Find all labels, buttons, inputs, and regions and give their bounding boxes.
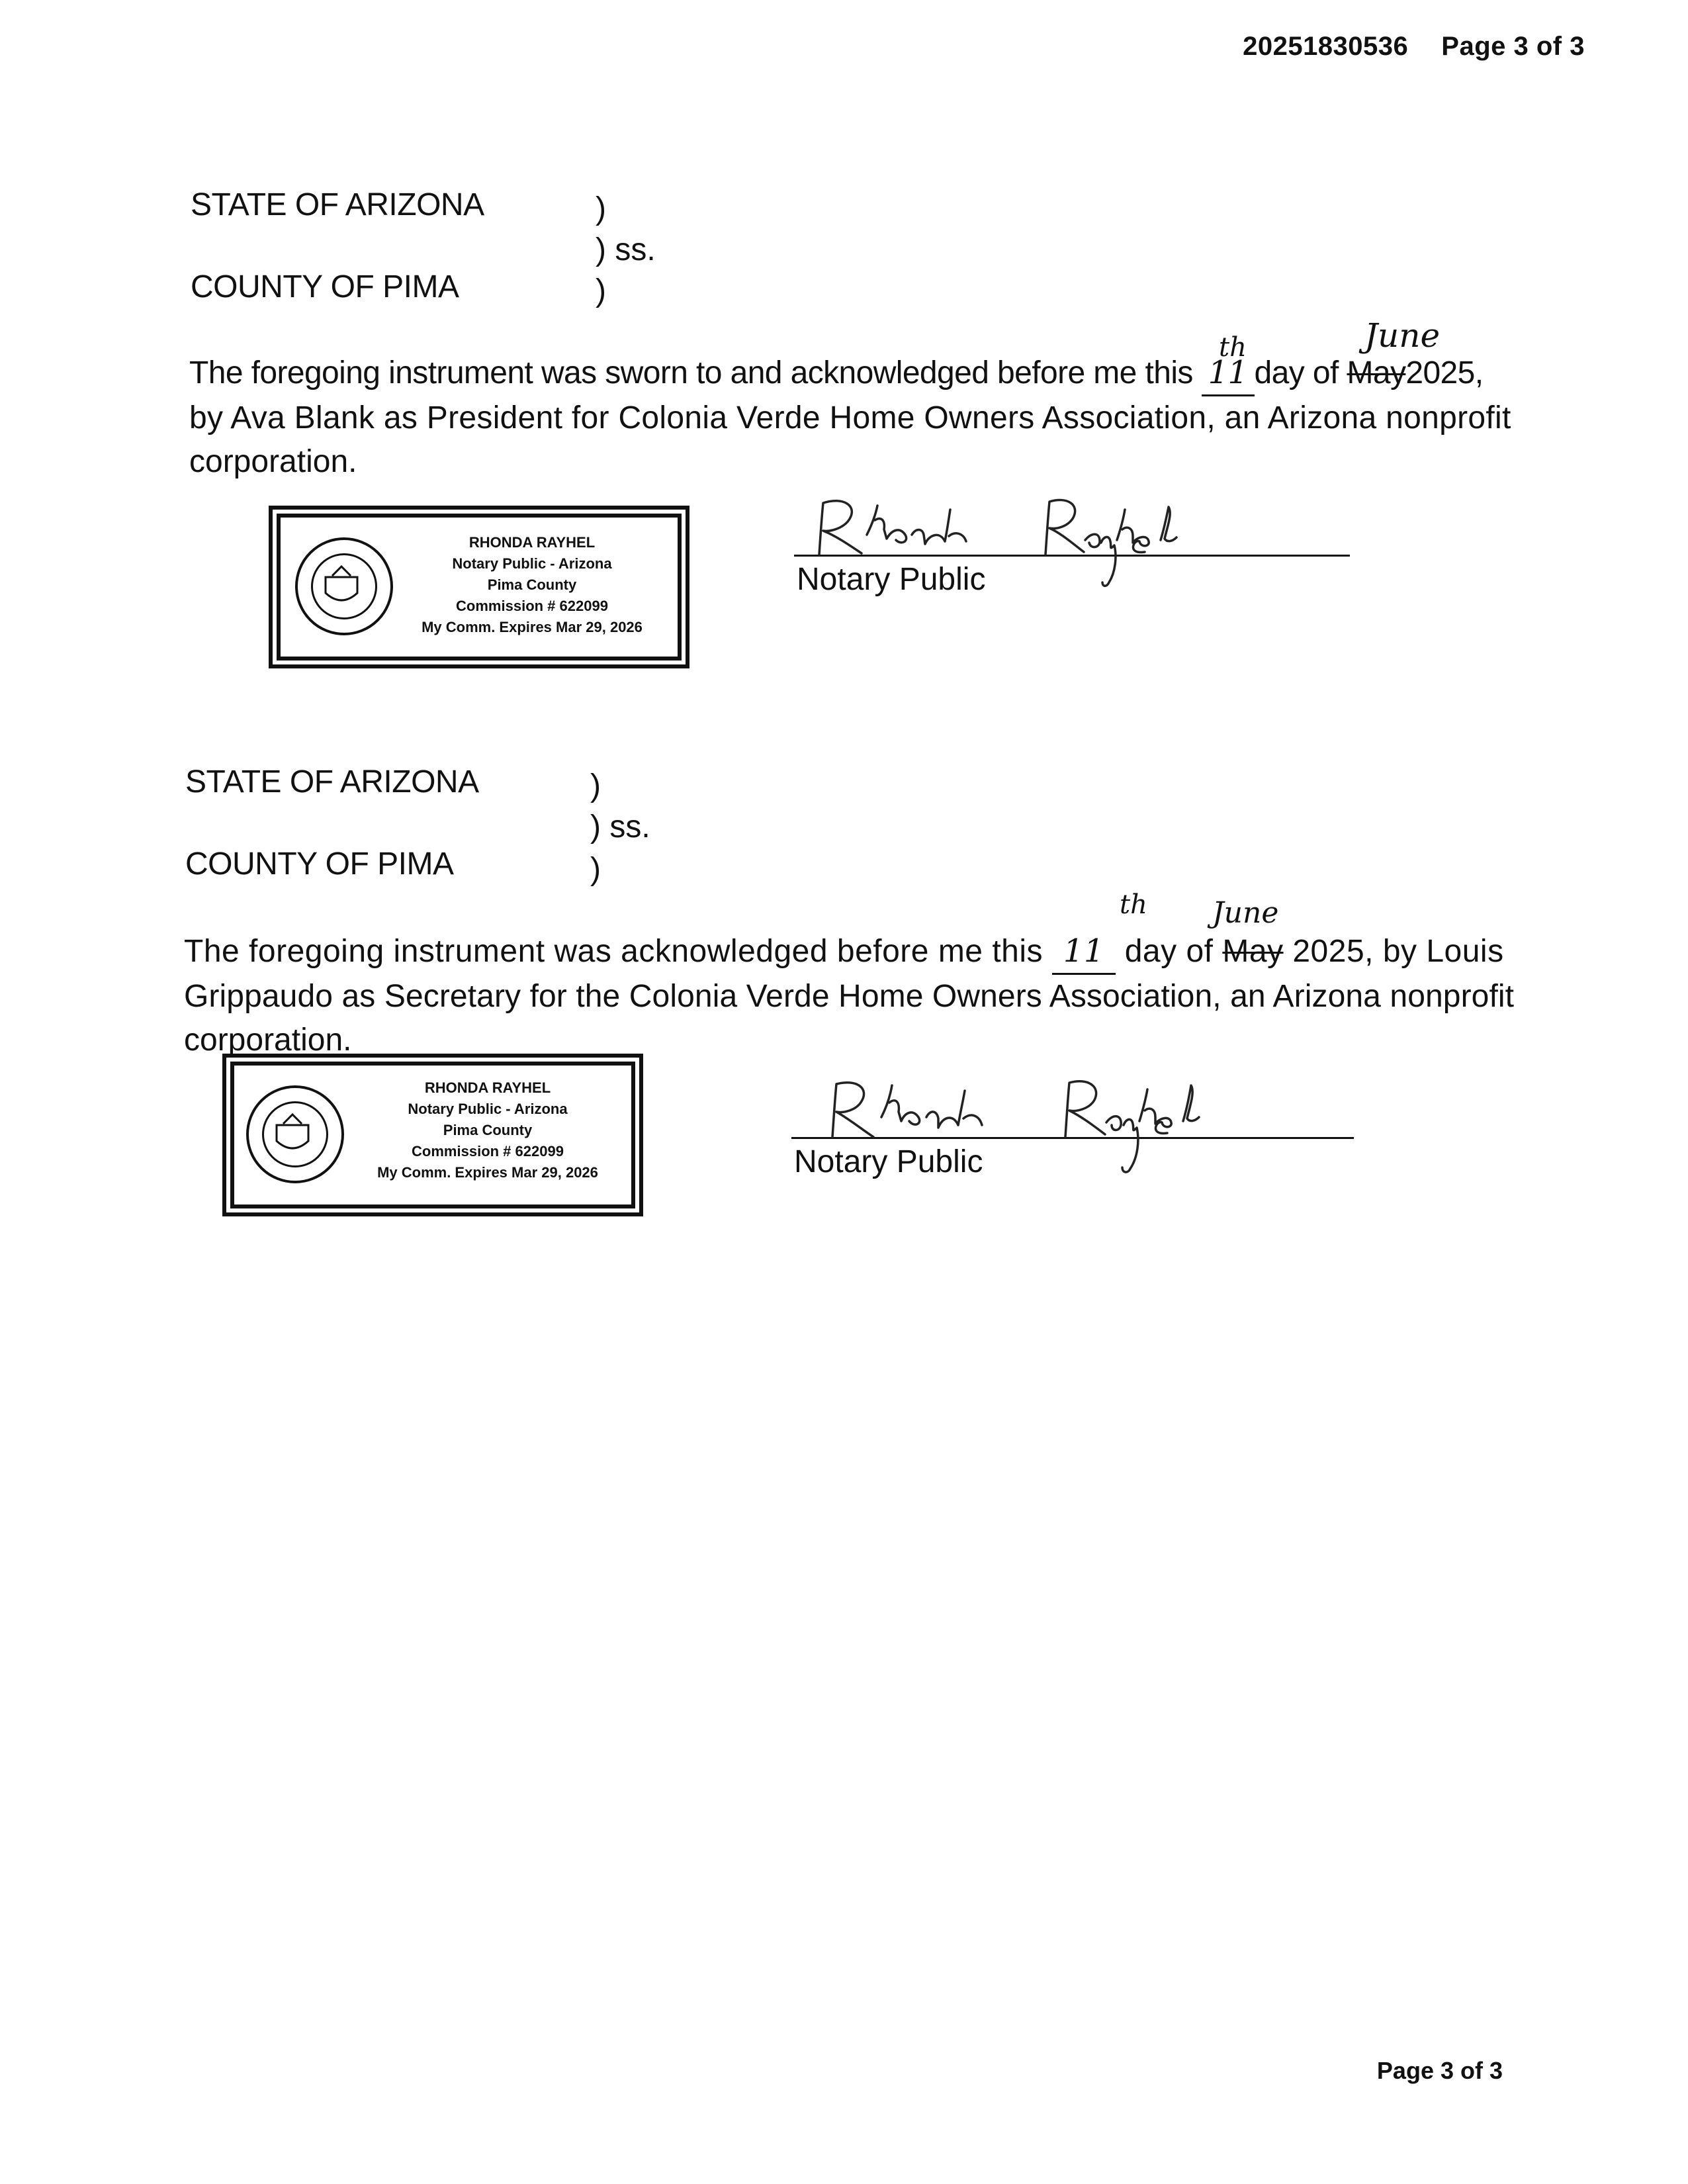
ack-line3: corporation. <box>189 444 357 479</box>
venue-paren-ss: ) ss. <box>596 232 656 267</box>
year-text: 2025, by Louis <box>1292 934 1504 969</box>
state-label: STATE OF ARIZONA <box>185 764 479 799</box>
stamp-text <box>352 1077 623 1183</box>
state-label: STATE OF ARIZONA <box>191 187 484 222</box>
ack-line1-text: The foregoing instrument was sworn to and acknowledged before me this <box>189 355 1193 390</box>
venue-paren-top: ) <box>596 191 606 226</box>
acknowledgment-paragraph <box>184 929 1527 1062</box>
stamp-title: Notary Public - Arizona <box>452 555 612 572</box>
venue-paren-bottom: ) <box>590 852 601 887</box>
state-seal-icon <box>246 1085 344 1183</box>
day-suffix-handwritten: th <box>1219 332 1247 363</box>
ack-line1-text: The foregoing instrument was acknowledged before me this <box>184 934 1044 969</box>
stamp-title: Notary Public - Arizona <box>408 1101 568 1117</box>
ack-line2: by Ava Blank as President for Colonia Verde Home Owners Association, an Arizona nonprofit <box>189 400 1511 435</box>
county-label: COUNTY OF PIMA <box>185 846 454 882</box>
day-blank: 11 <box>1052 929 1116 975</box>
document-number: 20251830536 <box>1243 32 1409 61</box>
venue-paren-ss: ) ss. <box>590 809 650 844</box>
stamp-text <box>400 532 664 638</box>
day-of-text: day of <box>1254 355 1339 390</box>
state-seal-icon <box>295 537 393 635</box>
stamp-county: Pima County <box>487 576 577 593</box>
stamp-county: Pima County <box>443 1122 533 1138</box>
month-struck: May <box>1222 934 1284 969</box>
month-struck: May <box>1347 355 1406 390</box>
stamp-commission: Commission # 622099 <box>456 598 608 614</box>
stamp-name: RHONDA RAYHEL <box>468 534 596 551</box>
month-handwritten: June <box>1212 896 1279 930</box>
stamp-name: RHONDA RAYHEL <box>424 1079 551 1096</box>
ack-line3: corporation. <box>184 1023 352 1058</box>
ack-line2: Grippaudo as Secretary for the Colonia Verde Home Owners Association, an Arizona nonprofit <box>184 979 1515 1014</box>
day-suffix-handwritten: th <box>1120 889 1147 920</box>
notary-public-label: Notary Public <box>797 562 986 597</box>
header-page-label: Page 3 of 3 <box>1441 32 1585 61</box>
venue-paren-top: ) <box>590 768 601 803</box>
venue-paren-bottom: ) <box>596 273 606 308</box>
day-blank: 11 <box>1202 351 1255 396</box>
month-handwritten: June <box>1364 316 1441 355</box>
notary-stamp <box>230 1062 635 1208</box>
year-text: 2025, <box>1405 355 1484 390</box>
stamp-commission: Commission # 622099 <box>412 1143 564 1160</box>
footer-page-label: Page 3 of 3 <box>1376 2057 1503 2084</box>
stamp-expires: My Comm. Expires Mar 29, 2026 <box>422 619 643 635</box>
acknowledgment-paragraph <box>189 351 1526 484</box>
notary-public-label: Notary Public <box>794 1144 983 1179</box>
page-header <box>1210 32 1585 62</box>
county-label: COUNTY OF PIMA <box>191 269 459 304</box>
notary-stamp <box>277 514 682 660</box>
day-of-text: day of <box>1124 934 1214 969</box>
stamp-expires: My Comm. Expires Mar 29, 2026 <box>377 1164 598 1181</box>
